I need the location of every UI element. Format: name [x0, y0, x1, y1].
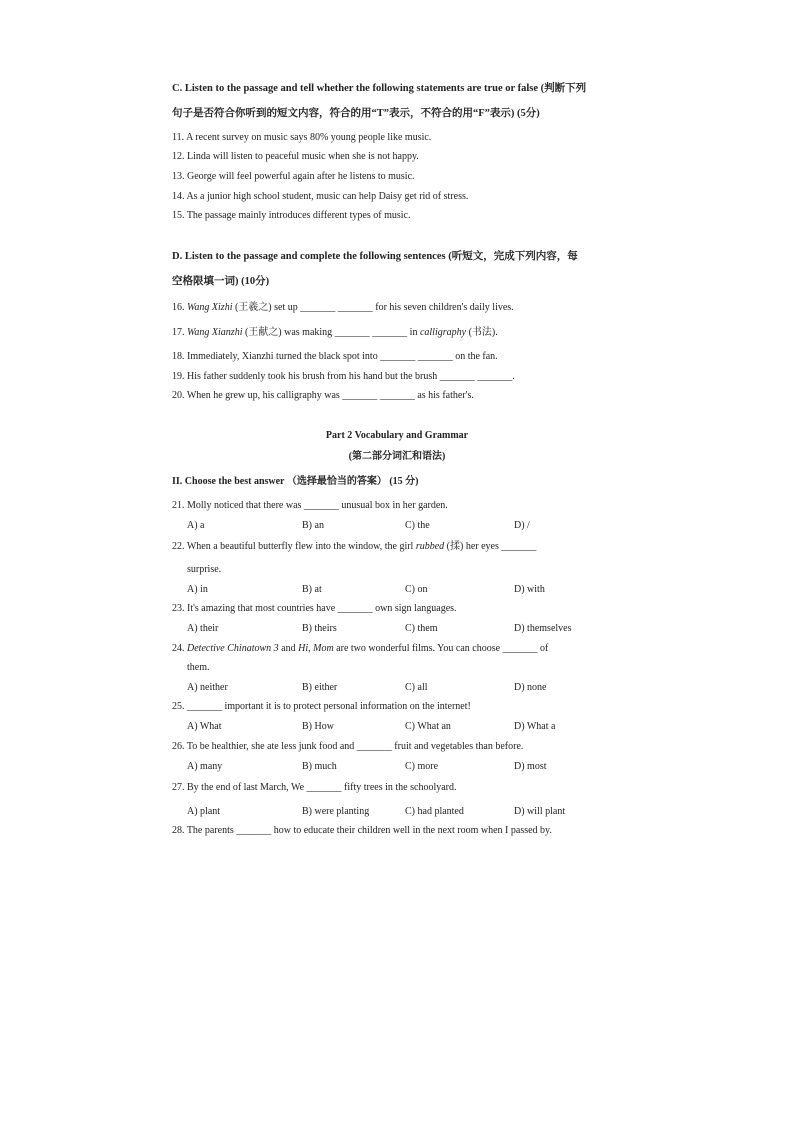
question-25-stem: 25. _______ important it is to protect personal information on the internet!	[172, 701, 471, 712]
question-17	[172, 327, 498, 339]
q23-option-d: D) themselves	[514, 623, 572, 634]
q17-rest: (书法).	[466, 327, 498, 338]
q16-rest: (王羲之) set up _______ _______ for his seven children's daily lives.	[232, 302, 514, 313]
q24-number: 24.	[172, 643, 187, 654]
question-22-continuation: surprise.	[187, 564, 222, 575]
q24-option-d: D) none	[514, 682, 547, 693]
part2-title: Part 2 Vocabulary and Grammar	[325, 430, 469, 441]
q25-option-d: D) What a	[514, 721, 556, 732]
q26-option-d: D) most	[514, 761, 547, 772]
q22-stem-a: 22. When a beautiful butterfly flew into the window, the girl	[172, 541, 416, 552]
q16-number: 16.	[172, 302, 187, 313]
q25-option-c: C) What an	[405, 721, 451, 732]
question-22-stem	[172, 541, 536, 553]
question-28-stem: 28. The parents _______ how to educate their children well in the next room when I passed by.	[172, 825, 552, 836]
q26-option-a: A) many	[187, 761, 223, 772]
q17-term: calligraphy	[419, 327, 467, 338]
q24-option-a: A) neither	[187, 682, 228, 693]
q21-option-a: A) a	[187, 520, 205, 531]
q24-option-b: B) either	[302, 682, 338, 693]
q27-option-c: C) had planted	[405, 806, 464, 817]
question-23-stem: 23. It's amazing that most countries have _______ own sign languages.	[172, 603, 457, 614]
q24-and: and	[278, 643, 299, 654]
q24-stem-b: are two wonderful films. You can choose _______ of	[333, 643, 549, 654]
q23-option-c: C) them	[405, 623, 438, 634]
q23-option-b: B) theirs	[302, 623, 337, 634]
question-15: 15. The passage mainly introduces different types of music.	[172, 210, 411, 221]
q22-option-b: B) at	[302, 584, 322, 595]
section-c-heading-line1: C. Listen to the passage and tell whether the following statements are true or false (判断下列	[172, 83, 587, 94]
question-18: 18. Immediately, Xianzhi turned the black spot into _______ _______ on the fan.	[172, 351, 498, 362]
question-11: 11. A recent survey on music says 80% young people like music.	[172, 132, 432, 143]
q25-option-a: A) What	[187, 721, 222, 732]
section-c-heading-line2: 句子是否符合你听到的短文内容，符合的用“T”表示，不符合的用“F”表示) (5分)	[172, 108, 540, 119]
q27-option-a: A) plant	[187, 806, 221, 817]
q17-name: Wang Xianzhi	[187, 327, 243, 338]
question-27-stem: 27. By the end of last March, We _______ fifty trees in the schoolyard.	[172, 782, 457, 793]
question-14: 14. As a junior high school student, music can help Daisy get rid of stress.	[172, 191, 469, 202]
q17-number: 17.	[172, 327, 187, 338]
q24-option-c: C) all	[405, 682, 428, 693]
q25-option-b: B) How	[302, 721, 334, 732]
question-24-continuation: them.	[187, 662, 210, 673]
q21-option-c: C) the	[405, 520, 430, 531]
question-21-stem: 21. Molly noticed that there was _______ unusual box in her garden.	[172, 500, 448, 511]
section-d-heading-line2: 空格限填一词) (10分)	[172, 276, 270, 287]
q26-option-b: B) much	[302, 761, 337, 772]
q26-option-c: C) more	[405, 761, 439, 772]
question-19: 19. His father suddenly took his brush from his hand but the brush _______ _______.	[172, 371, 515, 382]
q16-name: Wang Xizhi	[187, 302, 233, 313]
q22-stem-italic: rubbed	[415, 541, 445, 552]
section-d-heading-line1: D. Listen to the passage and complete the following sentences (听短文，完成下列内容，每	[172, 251, 578, 262]
question-26-stem: 26. To be healthier, she ate less junk food and _______ fruit and vegetables than before.	[172, 741, 524, 752]
q21-option-d: D) /	[514, 520, 530, 531]
question-13: 13. George will feel powerful again after he listens to music.	[172, 171, 415, 182]
q22-option-d: D) with	[514, 584, 545, 595]
q23-option-a: A) their	[187, 623, 219, 634]
section-ii-heading: II. Choose the best answer （选择最恰当的答案） (15 分)	[172, 476, 419, 487]
part2-subtitle: (第二部分词汇和语法)	[348, 451, 446, 462]
q22-option-a: A) in	[187, 584, 208, 595]
q27-option-d: D) will plant	[514, 806, 566, 817]
q17-mid: (王献之) was making _______ _______ in	[242, 327, 420, 338]
q24-film2: Hi, Mom	[298, 643, 334, 654]
q22-stem-b: (揉) her eyes _______	[444, 541, 537, 552]
question-12: 12. Linda will listen to peaceful music when she is not happy.	[172, 151, 419, 162]
question-20: 20. When he grew up, his calligraphy was _______ _______ as his father's.	[172, 390, 474, 401]
q22-option-c: C) on	[405, 584, 428, 595]
q21-option-b: B) an	[302, 520, 324, 531]
question-24-stem	[172, 643, 548, 655]
q27-option-b: B) were planting	[302, 806, 370, 817]
question-16	[172, 302, 514, 314]
q24-film1: Detective Chinatown 3	[187, 643, 279, 654]
